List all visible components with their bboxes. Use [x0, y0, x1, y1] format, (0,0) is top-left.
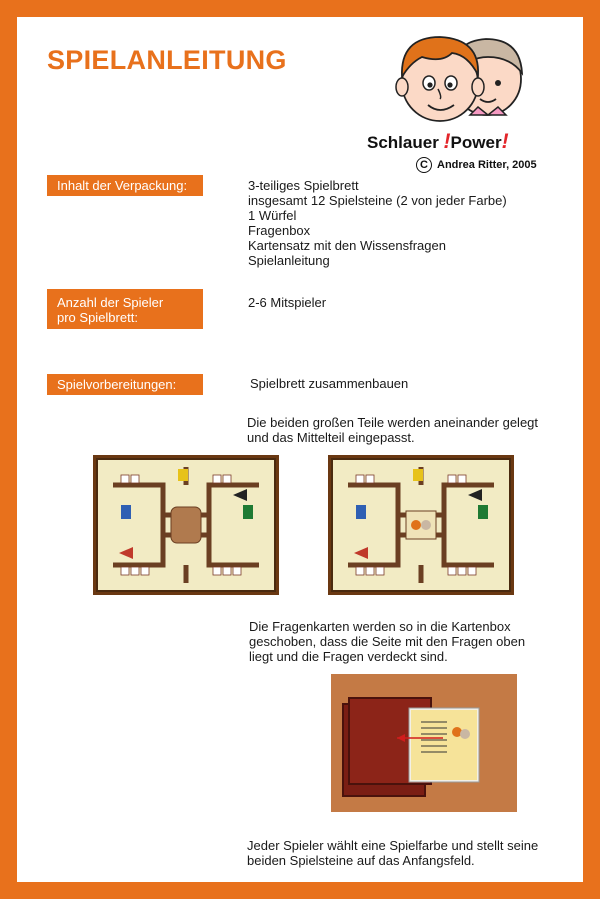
step3-line: liegt und die Fragen verdeckt sind. [249, 649, 448, 664]
contents-label [47, 175, 203, 196]
children-logo-illustration [382, 27, 542, 127]
card-box-illustration [331, 674, 517, 812]
step2-text [247, 415, 538, 445]
copyright-text: Andrea Ritter, 2005 [437, 158, 537, 171]
contents-list [248, 178, 507, 268]
step4-line: beiden Spielsteine auf das Anfangsfeld. [247, 853, 475, 868]
brand-word-2: Power [450, 133, 502, 152]
contents-label-text: Inhalt der Verpackung: [57, 178, 188, 193]
list-item: 1 Würfel [248, 208, 297, 223]
step2-line: Die beiden großen Teile werden aneinander gelegt [247, 415, 539, 430]
copyright-icon: C [416, 157, 432, 173]
board-photo-assembled [328, 455, 514, 595]
step2-line: und das Mittelteil eingepasst. [247, 430, 415, 445]
step4-line: Jeder Spieler wählt eine Spielfarbe und stellt seine [247, 838, 539, 853]
step1-line: Spielbrett zusammenbauen [250, 376, 409, 391]
board-illustration [93, 455, 279, 595]
list-item: Fragenbox [248, 223, 311, 238]
copyright-line [416, 157, 537, 173]
step3-text [249, 619, 525, 664]
players-value-text: 2-6 Mitspieler [248, 295, 327, 310]
exclamation-mark-2: ! [501, 130, 509, 153]
exclamation-mark: ! [443, 130, 451, 153]
card-box-photo [331, 674, 517, 812]
board-photo-open [93, 455, 279, 595]
page-title: SPIELANLEITUNG [47, 45, 287, 75]
list-item: Kartensatz mit den Wissensfragen [248, 238, 446, 253]
players-label [47, 289, 203, 329]
list-item: insgesamt 12 Spielsteine (2 von jeder Farbe) [248, 193, 507, 208]
step1-text [250, 376, 408, 391]
preparation-label [47, 374, 203, 395]
list-item: 3-teiliges Spielbrett [248, 178, 359, 193]
brand-name [367, 130, 509, 154]
step3-line: geschoben, dass die Seite mit den Fragen oben [249, 634, 526, 649]
list-item: Spielanleitung [248, 253, 330, 268]
brand-word: Schlauer [367, 133, 439, 152]
preparation-label-text: Spielvorbereitungen: [57, 377, 177, 392]
players-label-line: pro Spielbrett: [57, 310, 138, 325]
schlauer-power-logo [367, 27, 577, 177]
instruction-page [17, 17, 583, 882]
step4-text [247, 838, 538, 868]
step3-line: Die Fragenkarten werden so in die Kartenbox [249, 619, 511, 634]
players-label-line: Anzahl der Spieler [57, 295, 164, 310]
board-illustration [328, 455, 514, 595]
players-value [248, 295, 326, 310]
